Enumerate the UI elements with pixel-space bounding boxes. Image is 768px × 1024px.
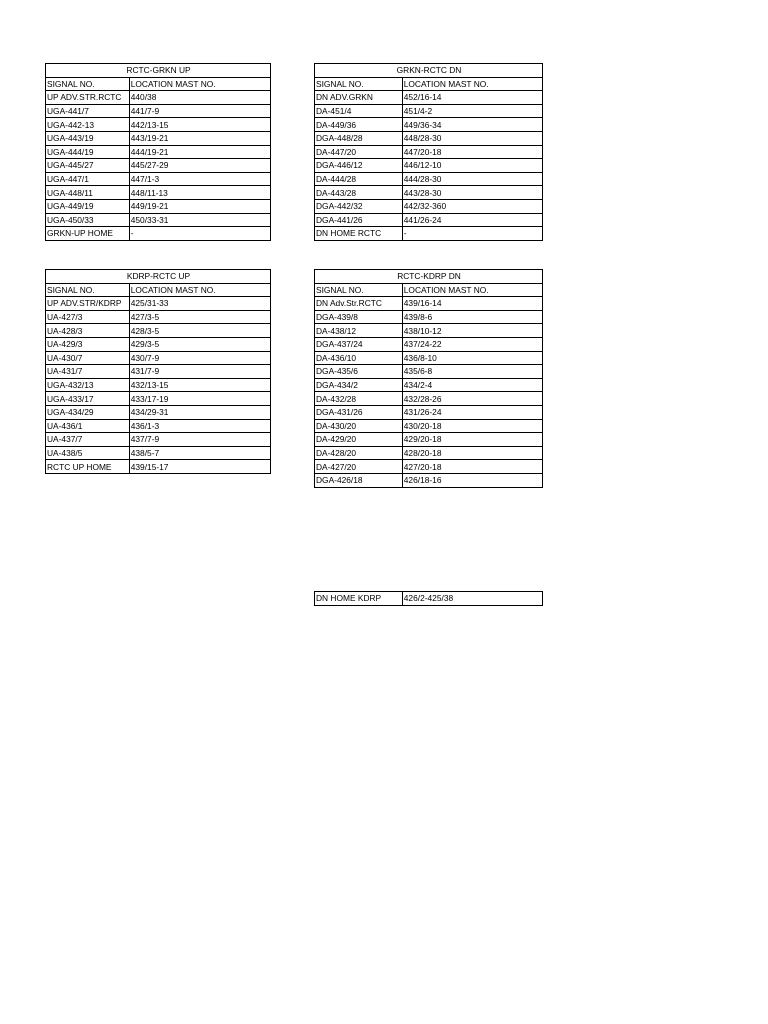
table-row xyxy=(46,104,271,118)
location-mast-cell: 447/20-18 xyxy=(402,145,542,159)
location-mast-cell: 446/12-10 xyxy=(402,159,542,173)
table-row xyxy=(315,324,543,338)
signal-no-cell: UGA-434/29 xyxy=(46,405,130,419)
signal-no-cell: UGA-448/11 xyxy=(46,186,130,200)
signal-no-cell: DGA-446/12 xyxy=(315,159,403,173)
header-location-mast-no: LOCATION MAST NO. xyxy=(129,283,270,297)
table-row xyxy=(315,392,543,406)
header-signal-no: SIGNAL NO. xyxy=(46,283,130,297)
table-row xyxy=(315,91,543,105)
location-mast-cell: 429/3-5 xyxy=(129,337,270,351)
signal-no-cell: UGA-432/13 xyxy=(46,378,130,392)
table-row xyxy=(315,227,543,241)
location-mast-cell: 444/19-21 xyxy=(129,145,270,159)
table-row xyxy=(46,172,271,186)
location-mast-cell: 429/20-18 xyxy=(402,433,542,447)
location-mast-cell: 444/28-30 xyxy=(402,172,542,186)
signal-no-cell: UA-431/7 xyxy=(46,365,130,379)
table-row xyxy=(46,199,271,213)
signal-no-cell: DGA-439/8 xyxy=(315,310,403,324)
location-mast-cell: - xyxy=(402,227,542,241)
table-row xyxy=(315,378,543,392)
location-mast-cell: 436/8-10 xyxy=(402,351,542,365)
table-row xyxy=(46,337,271,351)
location-mast-cell: 436/1-3 xyxy=(129,419,270,433)
table-title: KDRP-RCTC UP xyxy=(46,270,271,284)
location-mast-cell: 435/6-8 xyxy=(402,365,542,379)
table-row xyxy=(315,405,543,419)
signal-no-cell: DA-444/28 xyxy=(315,172,403,186)
table-title-row xyxy=(315,64,543,78)
signal-no-cell: DN ADV.GRKN xyxy=(315,91,403,105)
table-row xyxy=(315,159,543,173)
table-row xyxy=(315,131,543,145)
table-row xyxy=(46,145,271,159)
table-row xyxy=(46,118,271,132)
signal-no-cell: UGA-445/27 xyxy=(46,159,130,173)
signal-no-cell: UGA-450/33 xyxy=(46,213,130,227)
signal-no-cell: DGA-431/26 xyxy=(315,405,403,419)
table-row xyxy=(315,145,543,159)
location-mast-cell: 441/7-9 xyxy=(129,104,270,118)
signal-no-cell: DGA-442/32 xyxy=(315,199,403,213)
location-mast-cell: 442/32-360 xyxy=(402,199,542,213)
signal-no-cell: UA-437/7 xyxy=(46,433,130,447)
table-row xyxy=(315,199,543,213)
table-header-row xyxy=(46,77,271,91)
location-mast-cell: 432/13-15 xyxy=(129,378,270,392)
signal-no-cell: UA-430/7 xyxy=(46,351,130,365)
signal-no-cell: DGA-434/2 xyxy=(315,378,403,392)
signal-no-cell: DN HOME KDRP xyxy=(315,592,403,606)
table-title-row xyxy=(46,270,271,284)
table-kdrp-rctc-up xyxy=(45,269,271,474)
location-mast-cell: - xyxy=(129,227,270,241)
location-mast-cell: 449/36-34 xyxy=(402,118,542,132)
header-location-mast-no: LOCATION MAST NO. xyxy=(129,77,270,91)
table-row xyxy=(315,337,543,351)
location-mast-cell: 441/26-24 xyxy=(402,213,542,227)
signal-no-cell: UGA-449/19 xyxy=(46,199,130,213)
location-mast-cell: 448/28-30 xyxy=(402,131,542,145)
table-title: GRKN-RCTC DN xyxy=(315,64,543,78)
location-mast-cell: 434/2-4 xyxy=(402,378,542,392)
signal-no-cell: DGA-448/28 xyxy=(315,131,403,145)
table-row xyxy=(315,297,543,311)
location-mast-cell: 433/17-19 xyxy=(129,392,270,406)
location-mast-cell: 437/7-9 xyxy=(129,433,270,447)
table-row xyxy=(315,172,543,186)
signal-no-cell: UGA-444/19 xyxy=(46,145,130,159)
table-row xyxy=(315,473,543,487)
signal-no-cell: DA-438/12 xyxy=(315,324,403,338)
location-mast-cell: 450/33-31 xyxy=(129,213,270,227)
table-row xyxy=(46,91,271,105)
location-mast-cell: 443/28-30 xyxy=(402,186,542,200)
signal-no-cell: UGA-443/19 xyxy=(46,131,130,145)
location-mast-cell: 426/2-425/38 xyxy=(402,592,542,606)
signal-no-cell: DA-430/20 xyxy=(315,419,403,433)
location-mast-cell: 437/24-22 xyxy=(402,337,542,351)
signal-no-cell: UGA-447/1 xyxy=(46,172,130,186)
table-row xyxy=(315,433,543,447)
table-row xyxy=(46,159,271,173)
signal-no-cell: DA-427/20 xyxy=(315,460,403,474)
signal-no-cell: GRKN-UP HOME xyxy=(46,227,130,241)
header-signal-no: SIGNAL NO. xyxy=(46,77,130,91)
table-row xyxy=(315,186,543,200)
table-title: RCTC-KDRP DN xyxy=(315,270,543,284)
table-header-row xyxy=(46,283,271,297)
signal-no-cell: DGA-441/26 xyxy=(315,213,403,227)
table-row xyxy=(46,310,271,324)
header-location-mast-no: LOCATION MAST NO. xyxy=(402,77,542,91)
table-rctc-kdrp-dn xyxy=(314,269,543,488)
table-dn-home-kdrp xyxy=(314,591,543,606)
table-row xyxy=(46,392,271,406)
location-mast-cell: 452/16-14 xyxy=(402,91,542,105)
location-mast-cell: 448/11-13 xyxy=(129,186,270,200)
table-row xyxy=(46,460,271,474)
location-mast-cell: 438/10-12 xyxy=(402,324,542,338)
signal-no-cell: DA-432/28 xyxy=(315,392,403,406)
location-mast-cell: 434/29-31 xyxy=(129,405,270,419)
signal-no-cell: UP ADV.STR.RCTC xyxy=(46,91,130,105)
location-mast-cell: 447/1-3 xyxy=(129,172,270,186)
header-signal-no: SIGNAL NO. xyxy=(315,283,403,297)
table-row xyxy=(315,419,543,433)
signal-no-cell: DN Adv.Str.RCTC xyxy=(315,297,403,311)
location-mast-cell: 440/38 xyxy=(129,91,270,105)
table-row xyxy=(315,592,543,606)
location-mast-cell: 438/5-7 xyxy=(129,446,270,460)
signal-no-cell: DA-447/20 xyxy=(315,145,403,159)
signal-no-cell: UA-427/3 xyxy=(46,310,130,324)
signal-no-cell: DGA-426/18 xyxy=(315,473,403,487)
table-row xyxy=(315,213,543,227)
location-mast-cell: 431/7-9 xyxy=(129,365,270,379)
table-rctc-grkn-up xyxy=(45,63,271,241)
table-row xyxy=(46,433,271,447)
location-mast-cell: 430/7-9 xyxy=(129,351,270,365)
table-row xyxy=(46,324,271,338)
header-signal-no: SIGNAL NO. xyxy=(315,77,403,91)
location-mast-cell: 439/16-14 xyxy=(402,297,542,311)
signal-no-cell: DN HOME RCTC xyxy=(315,227,403,241)
signal-no-cell: UA-428/3 xyxy=(46,324,130,338)
signal-no-cell: RCTC UP HOME xyxy=(46,460,130,474)
location-mast-cell: 431/26-24 xyxy=(402,405,542,419)
table-row xyxy=(315,365,543,379)
location-mast-cell: 425/31-33 xyxy=(129,297,270,311)
signal-no-cell: DA-436/10 xyxy=(315,351,403,365)
signal-no-cell: DA-443/28 xyxy=(315,186,403,200)
signal-no-cell: UA-436/1 xyxy=(46,419,130,433)
location-mast-cell: 432/28-26 xyxy=(402,392,542,406)
location-mast-cell: 427/20-18 xyxy=(402,460,542,474)
location-mast-cell: 426/18-16 xyxy=(402,473,542,487)
signal-no-cell: UGA-442-13 xyxy=(46,118,130,132)
location-mast-cell: 428/3-5 xyxy=(129,324,270,338)
table-row xyxy=(315,118,543,132)
signal-no-cell: UGA-433/17 xyxy=(46,392,130,406)
table-title: RCTC-GRKN UP xyxy=(46,64,271,78)
signal-no-cell: DA-451/4 xyxy=(315,104,403,118)
table-row xyxy=(315,351,543,365)
table-row xyxy=(46,351,271,365)
location-mast-cell: 428/20-18 xyxy=(402,446,542,460)
table-row xyxy=(46,297,271,311)
signal-no-cell: UP ADV.STR/KDRP xyxy=(46,297,130,311)
signal-no-cell: DGA-437/24 xyxy=(315,337,403,351)
table-row xyxy=(46,446,271,460)
table-row xyxy=(46,365,271,379)
table-row xyxy=(46,227,271,241)
table-row xyxy=(46,419,271,433)
table-header-row xyxy=(315,283,543,297)
signal-no-cell: DGA-435/6 xyxy=(315,365,403,379)
header-location-mast-no: LOCATION MAST NO. xyxy=(402,283,542,297)
location-mast-cell: 445/27-29 xyxy=(129,159,270,173)
location-mast-cell: 443/19-21 xyxy=(129,131,270,145)
table-row xyxy=(46,186,271,200)
table-grkn-rctc-dn xyxy=(314,63,543,241)
table-row xyxy=(315,460,543,474)
table-row xyxy=(315,310,543,324)
signal-no-cell: UA-429/3 xyxy=(46,337,130,351)
signal-no-cell: DA-429/20 xyxy=(315,433,403,447)
location-mast-cell: 430/20-18 xyxy=(402,419,542,433)
table-row xyxy=(315,446,543,460)
table-row xyxy=(315,104,543,118)
signal-no-cell: DA-428/20 xyxy=(315,446,403,460)
table-row xyxy=(46,405,271,419)
table-row xyxy=(46,131,271,145)
signal-no-cell: DA-449/36 xyxy=(315,118,403,132)
signal-no-cell: UGA-441/7 xyxy=(46,104,130,118)
table-row xyxy=(46,213,271,227)
location-mast-cell: 449/19-21 xyxy=(129,199,270,213)
location-mast-cell: 442/13-15 xyxy=(129,118,270,132)
location-mast-cell: 427/3-5 xyxy=(129,310,270,324)
table-title-row xyxy=(315,270,543,284)
table-title-row xyxy=(46,64,271,78)
location-mast-cell: 451/4-2 xyxy=(402,104,542,118)
signal-no-cell: UA-438/5 xyxy=(46,446,130,460)
table-row xyxy=(46,378,271,392)
table-header-row xyxy=(315,77,543,91)
location-mast-cell: 439/8-6 xyxy=(402,310,542,324)
location-mast-cell: 439/15-17 xyxy=(129,460,270,474)
